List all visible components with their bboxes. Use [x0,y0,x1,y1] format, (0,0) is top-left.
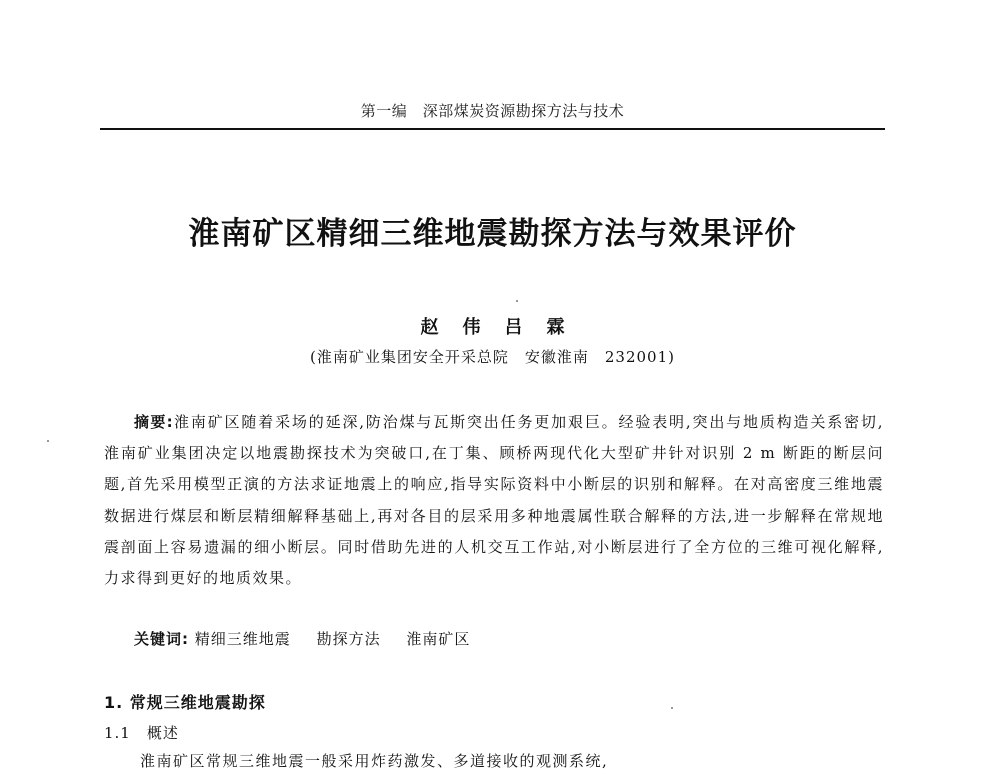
keyword-item: 精细三维地震 [194,630,291,648]
author-affiliation: (淮南矿业集团安全开采总院 安徽淮南 232001) [310,348,675,366]
scan-speck [516,300,518,302]
paper-title: 淮南矿区精细三维地震勘探方法与效果评价 [188,216,797,252]
section-title: 常规三维地震勘探 [129,693,266,712]
body-paragraph-first-line: 淮南矿区常规三维地震一般采用炸药激发、多道接收的观测系统, [140,752,609,770]
keywords [134,628,490,649]
keywords-label: 关键词: [134,630,189,648]
scan-speck [671,707,673,709]
abstract-label: 摘要: [134,413,174,431]
paper-authors: 赵伟吕霖 [420,317,589,338]
abstract-text: 淮南矿区随着采场的延深,防治煤与瓦斯突出任务更加艰巨。经验表明,突出与地质构造关系密切,淮南矿业集团决定以地震勘探技术为突破口,在丁集、顾桥两现代化大型矿井针对识别 2 m 断距的断层问题,首先采用模型正演的方法求证地震上的响应,指导实际资料中小断层的识别和解释。在对高密度三维地震数据进行煤层和断层精细解释基础上,再对各目的层采用多种地震属性联合解释的方法,进一步解释在常规地震剖面上容易遗漏的细小断层。同时借助先进的人机交互工作站,对小断层进行了全方位的三维可视化解释,力求得到更好的地质效果。 [104,413,885,588]
section-heading [104,690,266,713]
running-header: 第一编 深部煤炭资源勘探方法与技术 [360,102,625,120]
scan-speck [47,440,49,442]
subsection-number: 1.1 [104,724,131,742]
subsection-heading [104,722,179,743]
header-rule [100,128,885,130]
abstract [104,407,884,594]
subsection-title: 概述 [146,724,179,742]
keyword-item: 勘探方法 [316,630,381,648]
section-number: 1. [104,693,124,712]
keyword-item: 淮南矿区 [406,630,471,648]
